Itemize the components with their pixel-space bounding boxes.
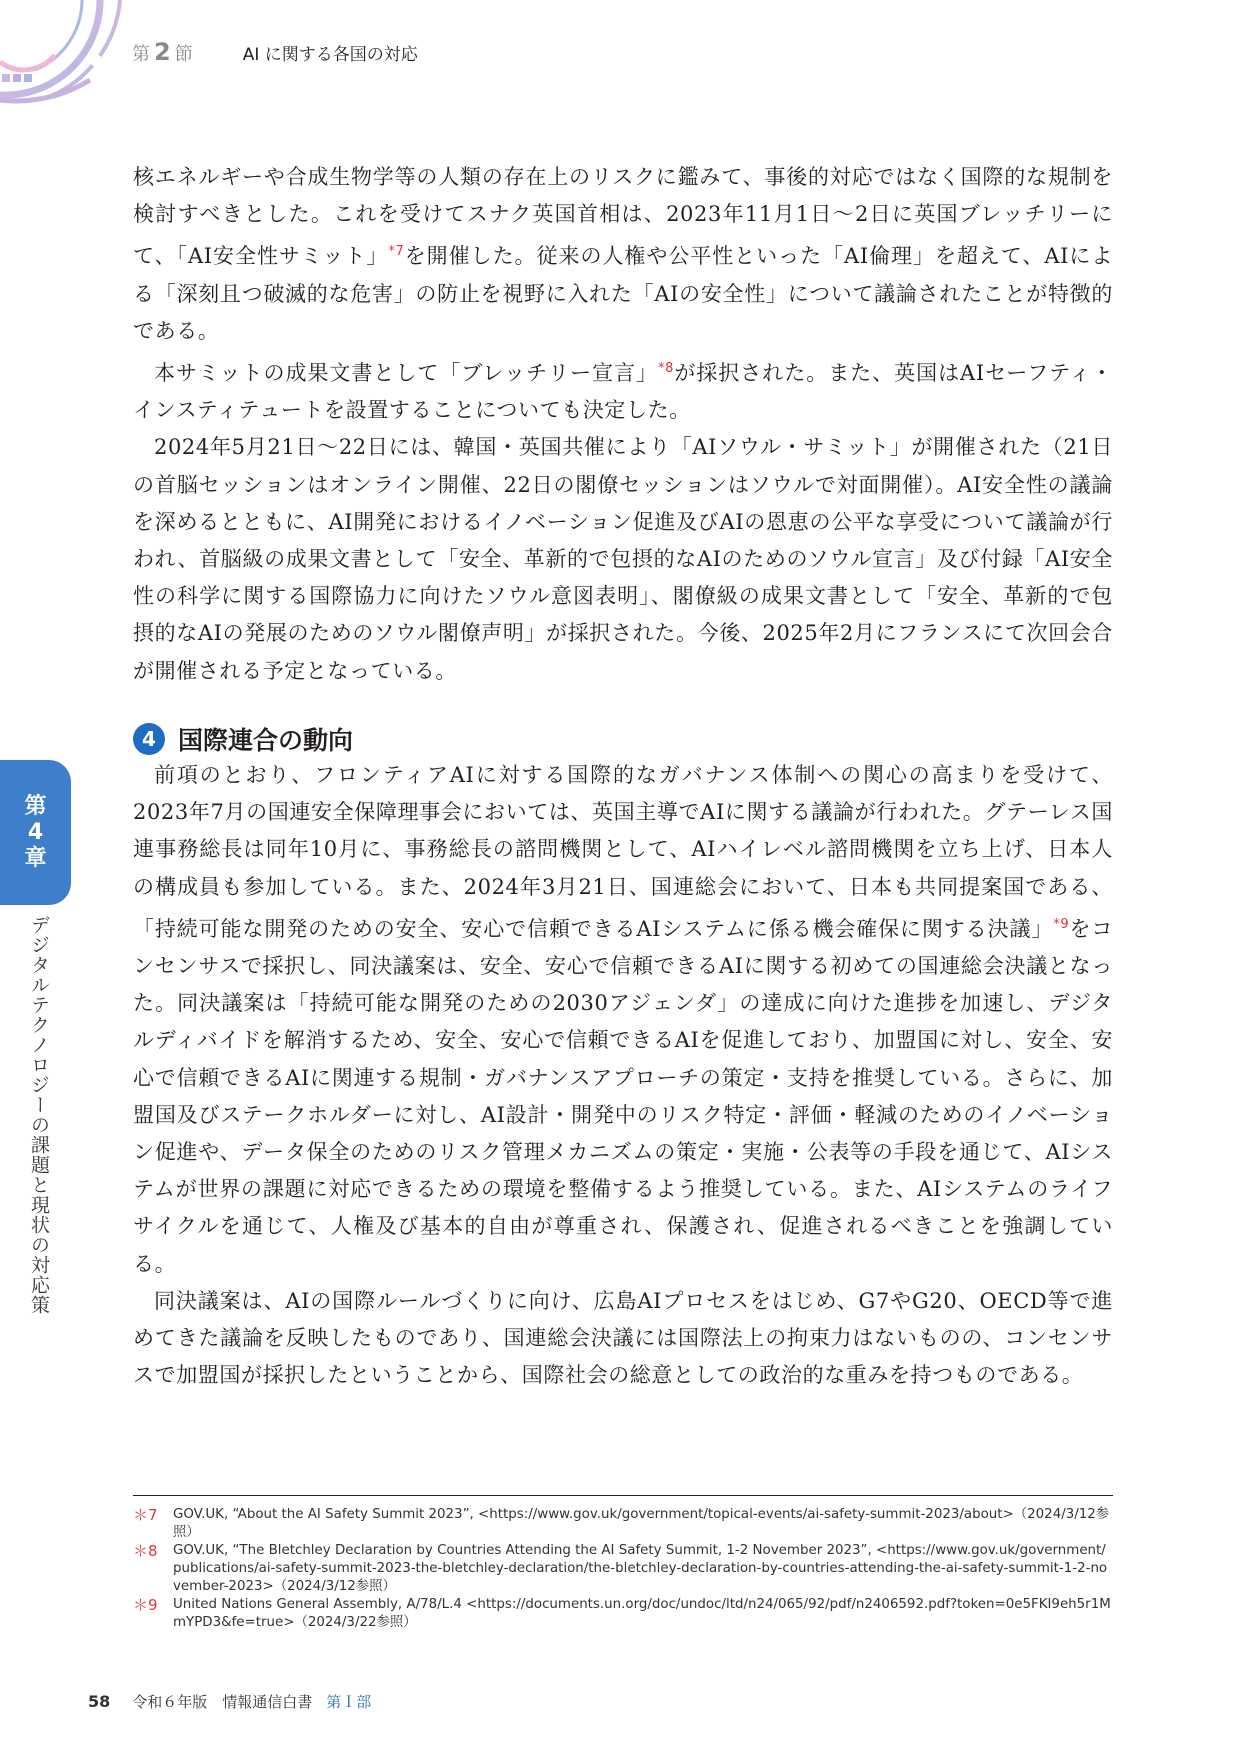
page-number: 58 [88,1692,111,1711]
chapter-tab: 第 4 章 [0,760,71,905]
footnote-item [133,1596,1113,1632]
footnote-mark: ＊9 [133,1596,158,1614]
footnote-reference[interactable]: *8 [658,361,674,377]
footnote-text: United Nations General Assembly, A/78/L.4 <https://documents.un.org/doc/undoc/ltd/n24/065/92/pdf/n2406592.pdf?token=0e5FKI9eh5r1MmYPD3&fe=true>（2024/3/22参照） [173,1597,1111,1630]
subsection-title: 国際連合の動向 [178,726,354,755]
page-footer [88,1691,371,1712]
footnote-mark: ＊7 [133,1506,158,1524]
section-title: AI に関する各国の対応 [242,45,418,65]
footnote-mark: ＊8 [133,1542,158,1560]
paragraph [133,159,1113,350]
paragraph-text: を開催した。従来の人権や公平性といった「AI倫理」を超えて、AIによる「深刻且つ破滅的な危害」の防止を視野に入れた「AIの安全性」について議論されたことが特徴的である。 [133,244,1113,343]
running-header [132,38,418,66]
paragraph-text: 核エネルギーや合成生物学等の人類の存在上のリスクに鑑みて、事後的対応ではなく国際的な規制を検討すべきとした。これを受けてスナク英国首相は、2023年11月1日～2日に英国ブレッチリーにて、「AI安全性サミット」 [133,165,1113,269]
paragraph-text: をコンセンサスで採択し、同決議案は、安全、安心で信頼できるAIに関する初めての国連総会決議となった。同決議案は「持続可能な開発のための2030アジェンダ」の達成に向けた進捗を加速し、デジタルディバイドを解消するため、安全、安心で信頼できるAIを促進しており、加盟国に対し、安全、安心で信頼できるAIに関連する規制・ガバナンスアプローチの策定・支持を推奨している。さらに、加盟国及びステークホルダーに対し、AI設計・開発中のリスク特定・評価・軽減のためのイノベーション促進や、データ保全のためのリスク管理メカニズムの策定・実施・公表等の手段を通じて、AIシステムが世界の課題に対応できるための環境を整備するよう推奨している。また、AIシステムのライフサイクルを通じて、人権及び基本的自由が尊重され、保護され、促進されるべきことを強調している。 [133,916,1113,1276]
footnote-divider [133,1495,1113,1496]
chapter-side-title: デジタルテクノロジーの課題と現状の対応策 [28,915,50,1315]
paragraph [133,757,1113,1283]
decorative-arc-graphic [0,0,150,110]
paragraph-text: 2024年5月21日～22日には、韓国・英国共催により「AIソウル・サミット」が開催された（21日の首脳セッションはオンライン開催、22日の閣僚セッションはソウルで対面開催）。AI安全性の議論を深めるとともに、AI開発におけるイノベーション促進及びAIの恩恵の公平な享受について議論が行われ、首脳級の成果文書として「安全、革新的で包摂的なAIのためのソウル宣言」及び付録「AI安全性の科学に関する国際協力に向けたソウル意図表明」、閣僚級の成果文書として「安全、革新的で包摂的なAIの発展のためのソウル閣僚声明」が採択された。今後、2025年2月にフランスにて次回会合が開催される予定となっている。 [133,435,1113,683]
paragraph [133,350,1113,429]
footnote-text: GOV.UK, “The Bletchley Declaration by Countries Attending the AI Safety Summit, 1-2 November 2023”, <https://www.gov.uk/government/publications/ai-safety-summit-2023-the-bletchley-declaration/the-bletchley-declaration-by-countries-attending-the-ai-safety-summit-1-2-november-2023>（2024/3/12参照） [173,1543,1108,1594]
paragraph [133,1283,1113,1395]
footnote-item [133,1542,1113,1596]
paragraph-text: 本サミットの成果文書として「ブレッチリー宣言」 [154,361,658,386]
footnote-reference[interactable]: *9 [1053,916,1070,932]
footnote-text: GOV.UK, “About the AI Safety Summit 2023”, <https://www.gov.uk/government/topical-events/ai-safety-summit-2023/about>（2024/3/12参照） [173,1507,1110,1540]
part-label: 第Ｉ部 [326,1693,372,1711]
publication-title: 令和６年版 情報通信白書 [132,1693,313,1711]
paragraph [133,429,1113,689]
section-number: 2 [154,38,171,66]
paragraph-text: 前項のとおり、フロンティアAIに対する国際的なガバナンス体制への関心の高まりを受けて、2023年7月の国連安全保障理事会においては、英国主導でAIに関する議論が行われた。グテーレス国連事務総長は同年10月に、事務総長の諮問機関として、AIハイレベル諮問機関を立ち上げ、日本人の構成員も参加している。また、2024年3月21日、国連総会において、日本も共同提案国である、「持続可能な開発のための安全、安心で信頼できるAIシステムに係る機会確保に関する決議」 [133,763,1113,941]
paragraph-text: 同決議案は、AIの国際ルールづくりに向け、広島AIプロセスをはじめ、G7やG20、OECD等で進めてきた議論を反映したものであり、国連総会決議には国際法上の拘束力はないものの、コンセンサスで加盟国が採択したということから、国際社会の総意としての政治的な重みを持つものである。 [133,1288,1113,1388]
subsection-number-badge: 4 [133,723,165,755]
footnote-item [133,1506,1113,1542]
body-text-top [133,159,1113,690]
footnote-reference[interactable]: *7 [388,244,405,260]
paragraph-text: が採択された。また、英国はAIセーフティ・インスティテュートを設置することについても決定した。 [133,361,1114,423]
footnotes [133,1506,1113,1632]
section-label: 第 2 節 [132,38,193,66]
subsection-heading [133,721,353,757]
body-text-bottom [133,757,1113,1394]
